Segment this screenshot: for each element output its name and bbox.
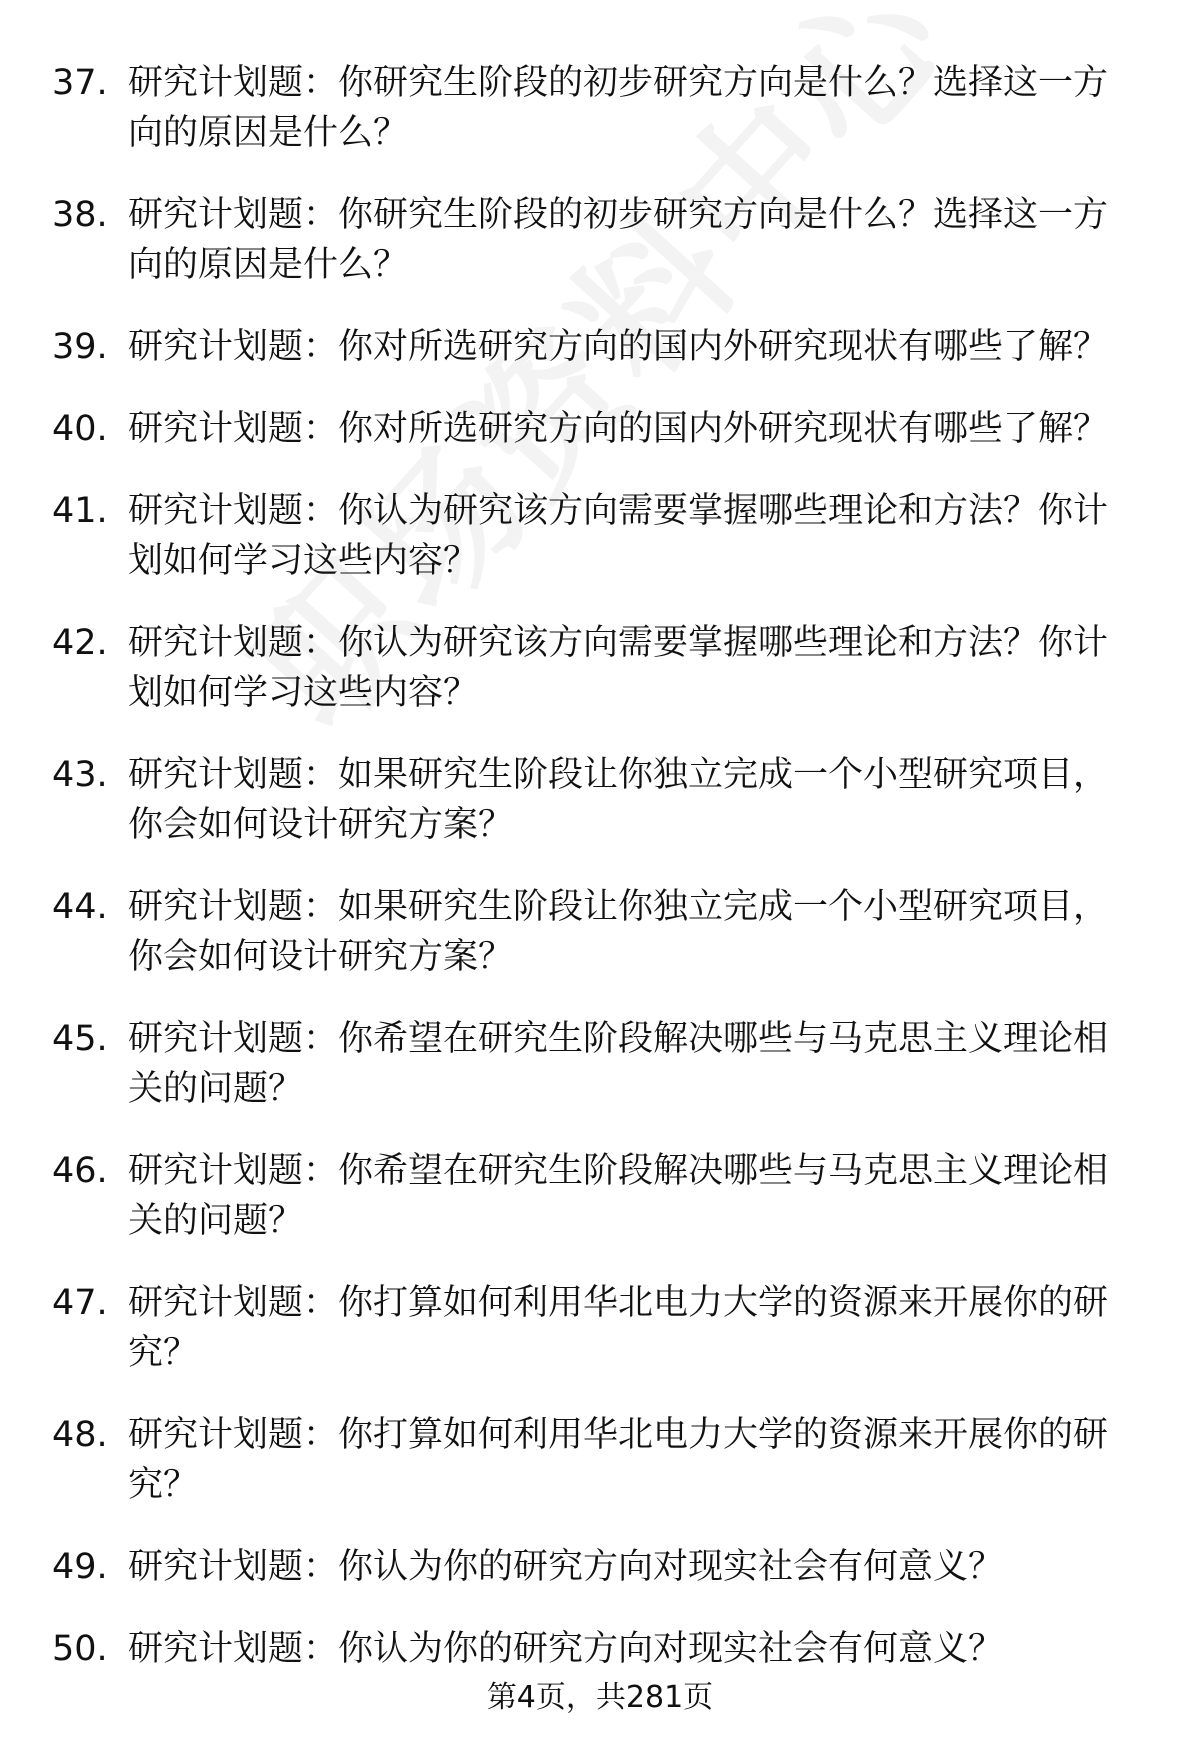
question-item <box>0 618 1200 750</box>
question-text: 研究计划题：你对所选研究方向的国内外研究现状有哪些了解？ <box>128 409 1109 449</box>
question-item <box>0 1014 1200 1146</box>
question-item <box>0 1146 1200 1278</box>
question-item <box>0 750 1200 882</box>
question-text: 研究计划题：你希望在研究生阶段解决哪些与马克思主义理论相关的问题？ <box>128 1019 1109 1109</box>
question-number: 39. <box>52 327 108 367</box>
page-footer: 第4页，共281页 <box>486 1680 714 1715</box>
question-number: 46. <box>52 1151 108 1191</box>
question-item <box>0 190 1200 322</box>
question-text: 研究计划题：如果研究生阶段让你独立完成一个小型研究项目，你会如何设计研究方案？ <box>128 887 1109 977</box>
question-item <box>0 1542 1200 1624</box>
question-text: 研究计划题：你希望在研究生阶段解决哪些与马克思主义理论相关的问题？ <box>128 1151 1109 1241</box>
question-number: 40. <box>52 409 108 449</box>
question-text: 研究计划题：你对所选研究方向的国内外研究现状有哪些了解？ <box>128 327 1109 367</box>
question-number: 43. <box>52 755 108 795</box>
question-number: 42. <box>52 623 108 663</box>
question-number: 41. <box>52 491 108 531</box>
question-number: 45. <box>52 1019 108 1059</box>
question-text: 研究计划题：你认为研究该方向需要掌握哪些理论和方法？你计划如何学习这些内容？ <box>128 491 1109 581</box>
question-text: 研究计划题：你认为你的研究方向对现实社会有何意义？ <box>128 1629 1004 1669</box>
question-list <box>0 58 1200 1706</box>
question-text: 研究计划题：你认为你的研究方向对现实社会有何意义？ <box>128 1547 1004 1587</box>
question-item <box>0 1278 1200 1410</box>
question-text: 研究计划题：你研究生阶段的初步研究方向是什么？选择这一方向的原因是什么？ <box>128 195 1109 285</box>
question-number: 48. <box>52 1415 108 1455</box>
question-text: 研究计划题：你认为研究该方向需要掌握哪些理论和方法？你计划如何学习这些内容？ <box>128 623 1109 713</box>
question-item <box>0 404 1200 486</box>
question-item <box>0 322 1200 404</box>
question-text: 研究计划题：你打算如何利用华北电力大学的资源来开展你的研究？ <box>128 1415 1109 1505</box>
question-number: 50. <box>52 1629 108 1669</box>
question-text: 研究计划题：你研究生阶段的初步研究方向是什么？选择这一方向的原因是什么？ <box>128 63 1109 153</box>
question-text: 研究计划题：你打算如何利用华北电力大学的资源来开展你的研究？ <box>128 1283 1109 1373</box>
question-item <box>0 486 1200 618</box>
question-item <box>0 58 1200 190</box>
question-number: 38. <box>52 195 108 235</box>
question-item <box>0 882 1200 1014</box>
question-number: 44. <box>52 887 108 927</box>
question-number: 37. <box>52 63 108 103</box>
question-text: 研究计划题：如果研究生阶段让你独立完成一个小型研究项目，你会如何设计研究方案？ <box>128 755 1109 845</box>
question-number: 49. <box>52 1547 108 1587</box>
question-item <box>0 1410 1200 1542</box>
question-number: 47. <box>52 1283 108 1323</box>
